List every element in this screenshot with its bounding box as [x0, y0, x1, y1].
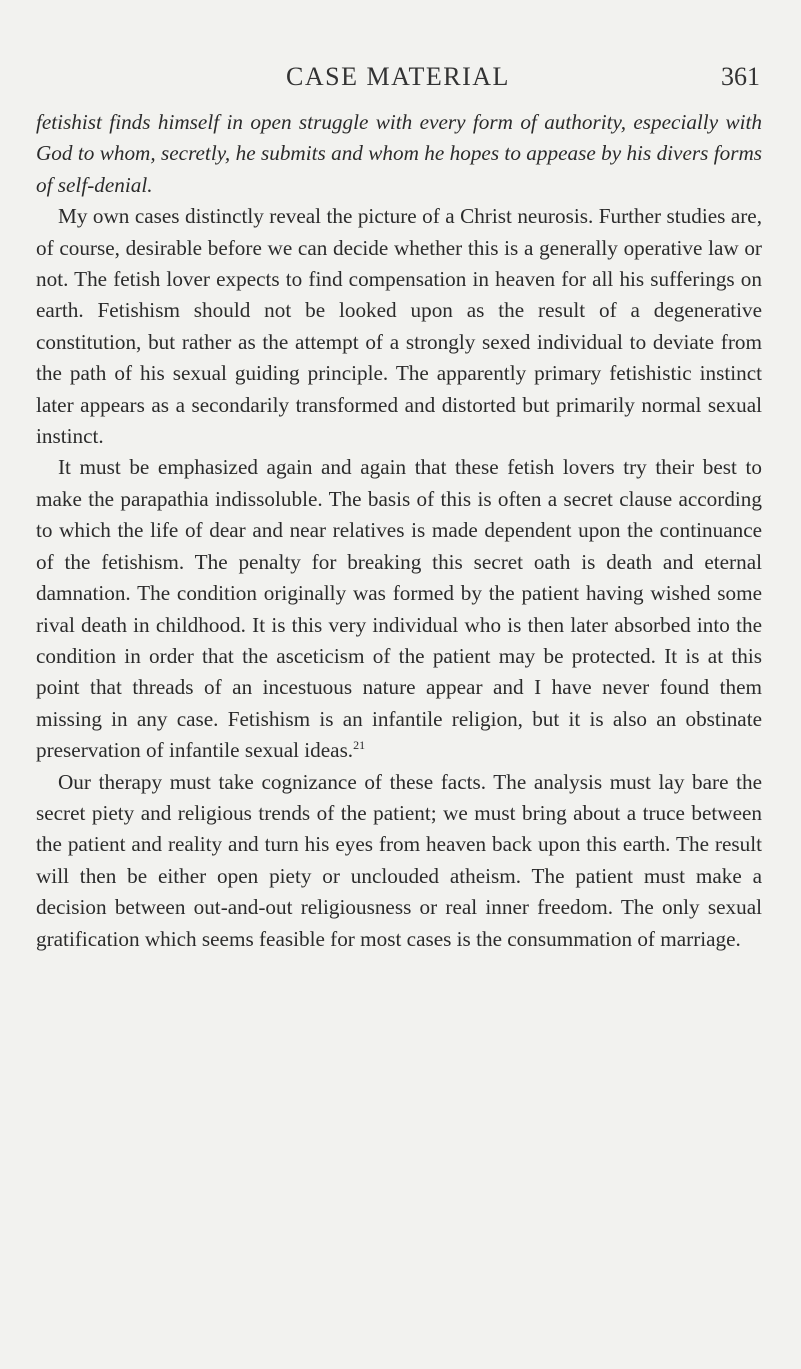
paragraph-text: My own cases distinctly reveal the picture of a Christ neurosis. Further studies are, of course, desirable before we can decide whether this is a generally operative law or not. The fetish lover expects to find compensation in heaven for all his sufferings on earth. Fetishism should not be looked upon as the result of a degenerative constitution, but rather as the attempt of a strongly sexed individual to deviate from the path of his sexual guiding principle. The apparently primary fetishistic instinct later appears as a secondarily transformed and distorted but primarily normal sexual instinct.: [36, 204, 762, 449]
running-head: [36, 62, 760, 102]
paragraph: [36, 452, 762, 766]
footnote-marker[interactable]: 21: [353, 738, 366, 753]
running-title: CASE MATERIAL: [286, 62, 510, 91]
paragraph-text: It must be emphasized again and again that these fetish lovers try their best to make the parapathia indissoluble. The basis of this is often a secret clause according to which the life of dear and near relatives is made dependent upon the continuance of the fetishism. The penalty for breaking this secret oath is death and eternal damnation. The condition originally was formed by the patient having wished some rival death in childhood. It is this very individual who is then later absorbed into the condition in order that the asceticism of the patient may be protected. It is at this point that threads of an incestuous nature appear and I have never found them missing in any case. Fetishism is an infantile religion, but it is also an obstinate preservation of infantile sexual ideas.: [36, 455, 762, 763]
paragraph-text: fetishist finds himself in open struggle with every form of authority, especially with God to whom, secretly, he submits and whom he hopes to appease by his divers forms of self-denial.: [36, 110, 762, 197]
body-text: [36, 107, 762, 955]
paragraph-continuation: [36, 107, 762, 201]
paragraph: [36, 767, 762, 955]
paragraph-text: Our therapy must take cognizance of these facts. The analysis must lay bare the secret piety and religious trends of the patient; we must bring about a truce between the patient and reality and turn his eyes from heaven back upon this earth. The result will then be either open piety or unclouded atheism. The patient must make a decision between out-and-out religiousness or real inner freedom. The only sexual gratification which seems feasible for most cases is the consummation of marriage.: [36, 769, 762, 951]
page-number: 361: [721, 62, 760, 91]
paragraph: [36, 201, 762, 452]
